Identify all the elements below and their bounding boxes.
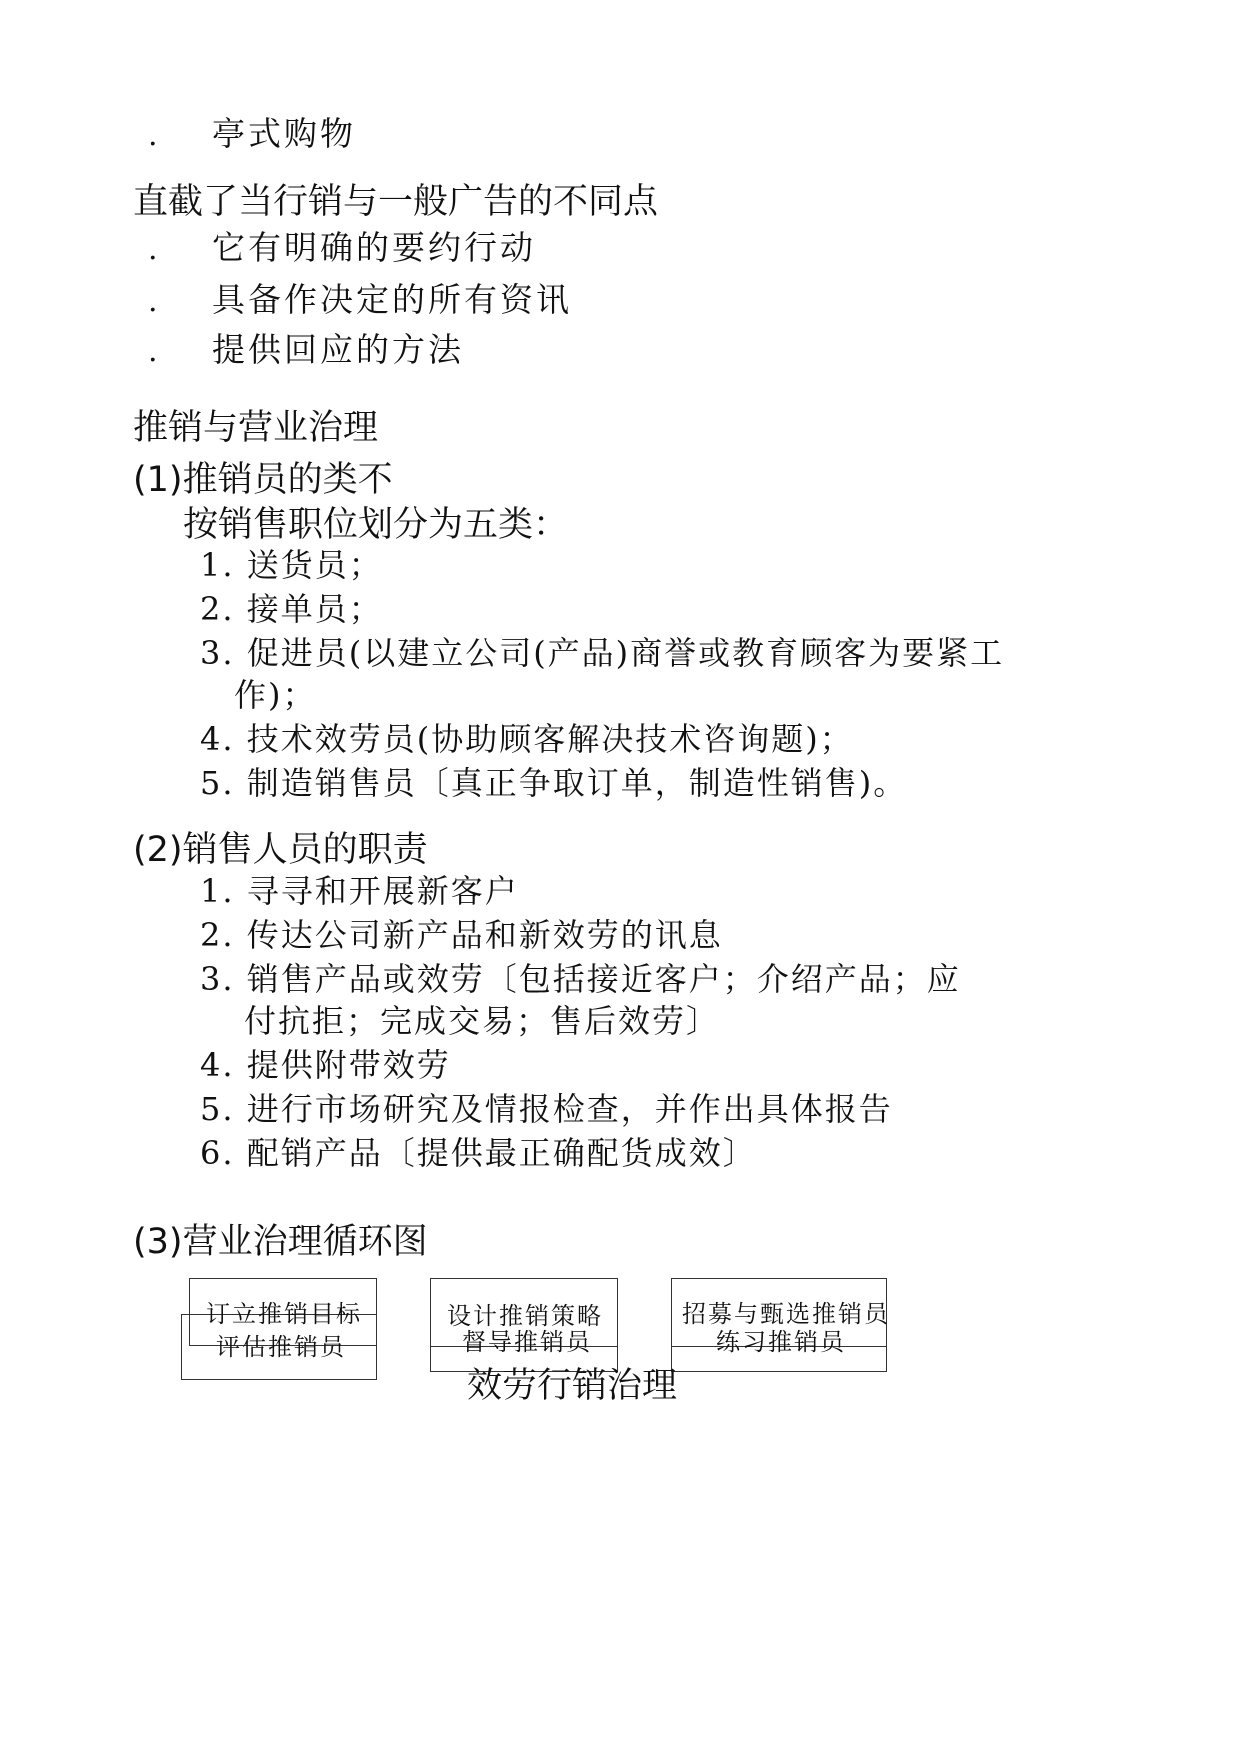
list-item: 亭式购物 [212,114,356,153]
bullet-dot: . [148,334,158,369]
subsection-subtitle: 按销售职位划分为五类： [183,505,569,545]
diagram-box-2-line2: 督导推销员 [462,1328,592,1356]
numbered-item: 6. 配销产品〔提供最正确配货成效〕 [200,1134,757,1172]
numbered-item-continuation: 付抗拒；完成交易；售后效劳〕 [244,1002,721,1040]
section-title: 推销与营业治理 [133,408,379,448]
numbered-item: 5. 进行市场研究及情报检查，并作出具体报告 [200,1090,893,1128]
bullet-dot: . [148,232,158,267]
numbered-item: 4. 技术效劳员(协助顾客解决技术咨询题)； [200,720,854,758]
diagram-box-1-line1: 订立推销目标 [206,1300,362,1328]
section-title: 直截了当行销与一般广告的不同点 [133,182,659,222]
bullet-dot: . [148,284,158,319]
list-item: 它有明确的要约行动 [212,228,536,267]
diagram-center-label: 效劳行销治理 [467,1366,678,1406]
diagram-box-3-line2: 练习推销员 [716,1328,846,1356]
numbered-item: 3. 促进员(以建立公司(产品)商誉或教育顾客为要紧工 [200,634,1005,672]
numbered-item: 2. 传达公司新产品和新效劳的讯息 [200,916,723,954]
numbered-item: 1. 寻寻和开展新客户 [200,872,519,910]
subsection-title: (3)营业治理循环图 [133,1222,428,1262]
subsection-title: (2)销售人员的职责 [133,830,428,870]
numbered-item: 2. 接单员； [200,590,383,628]
list-item: 提供回应的方法 [212,330,464,369]
numbered-item: 3. 销售产品或效劳〔包括接近客户；介绍产品；应 [200,960,961,998]
diagram-box-1-line2: 评估推销员 [216,1333,346,1361]
list-item: 具备作决定的所有资讯 [212,280,572,319]
numbered-item: 4. 提供附带效劳 [200,1046,451,1084]
diagram-box-2-line1: 设计推销策略 [447,1302,603,1330]
subsection-title: (1)推销员的类不 [133,460,393,500]
numbered-item: 5. 制造销售员〔真正争取订单，制造性销售)。 [200,764,908,802]
numbered-item-continuation: 作)； [234,676,317,714]
diagram-box-3-line1: 招募与甄选推销员 [682,1300,890,1328]
numbered-item: 1. 送货员； [200,546,383,584]
bullet-dot: . [148,118,158,153]
